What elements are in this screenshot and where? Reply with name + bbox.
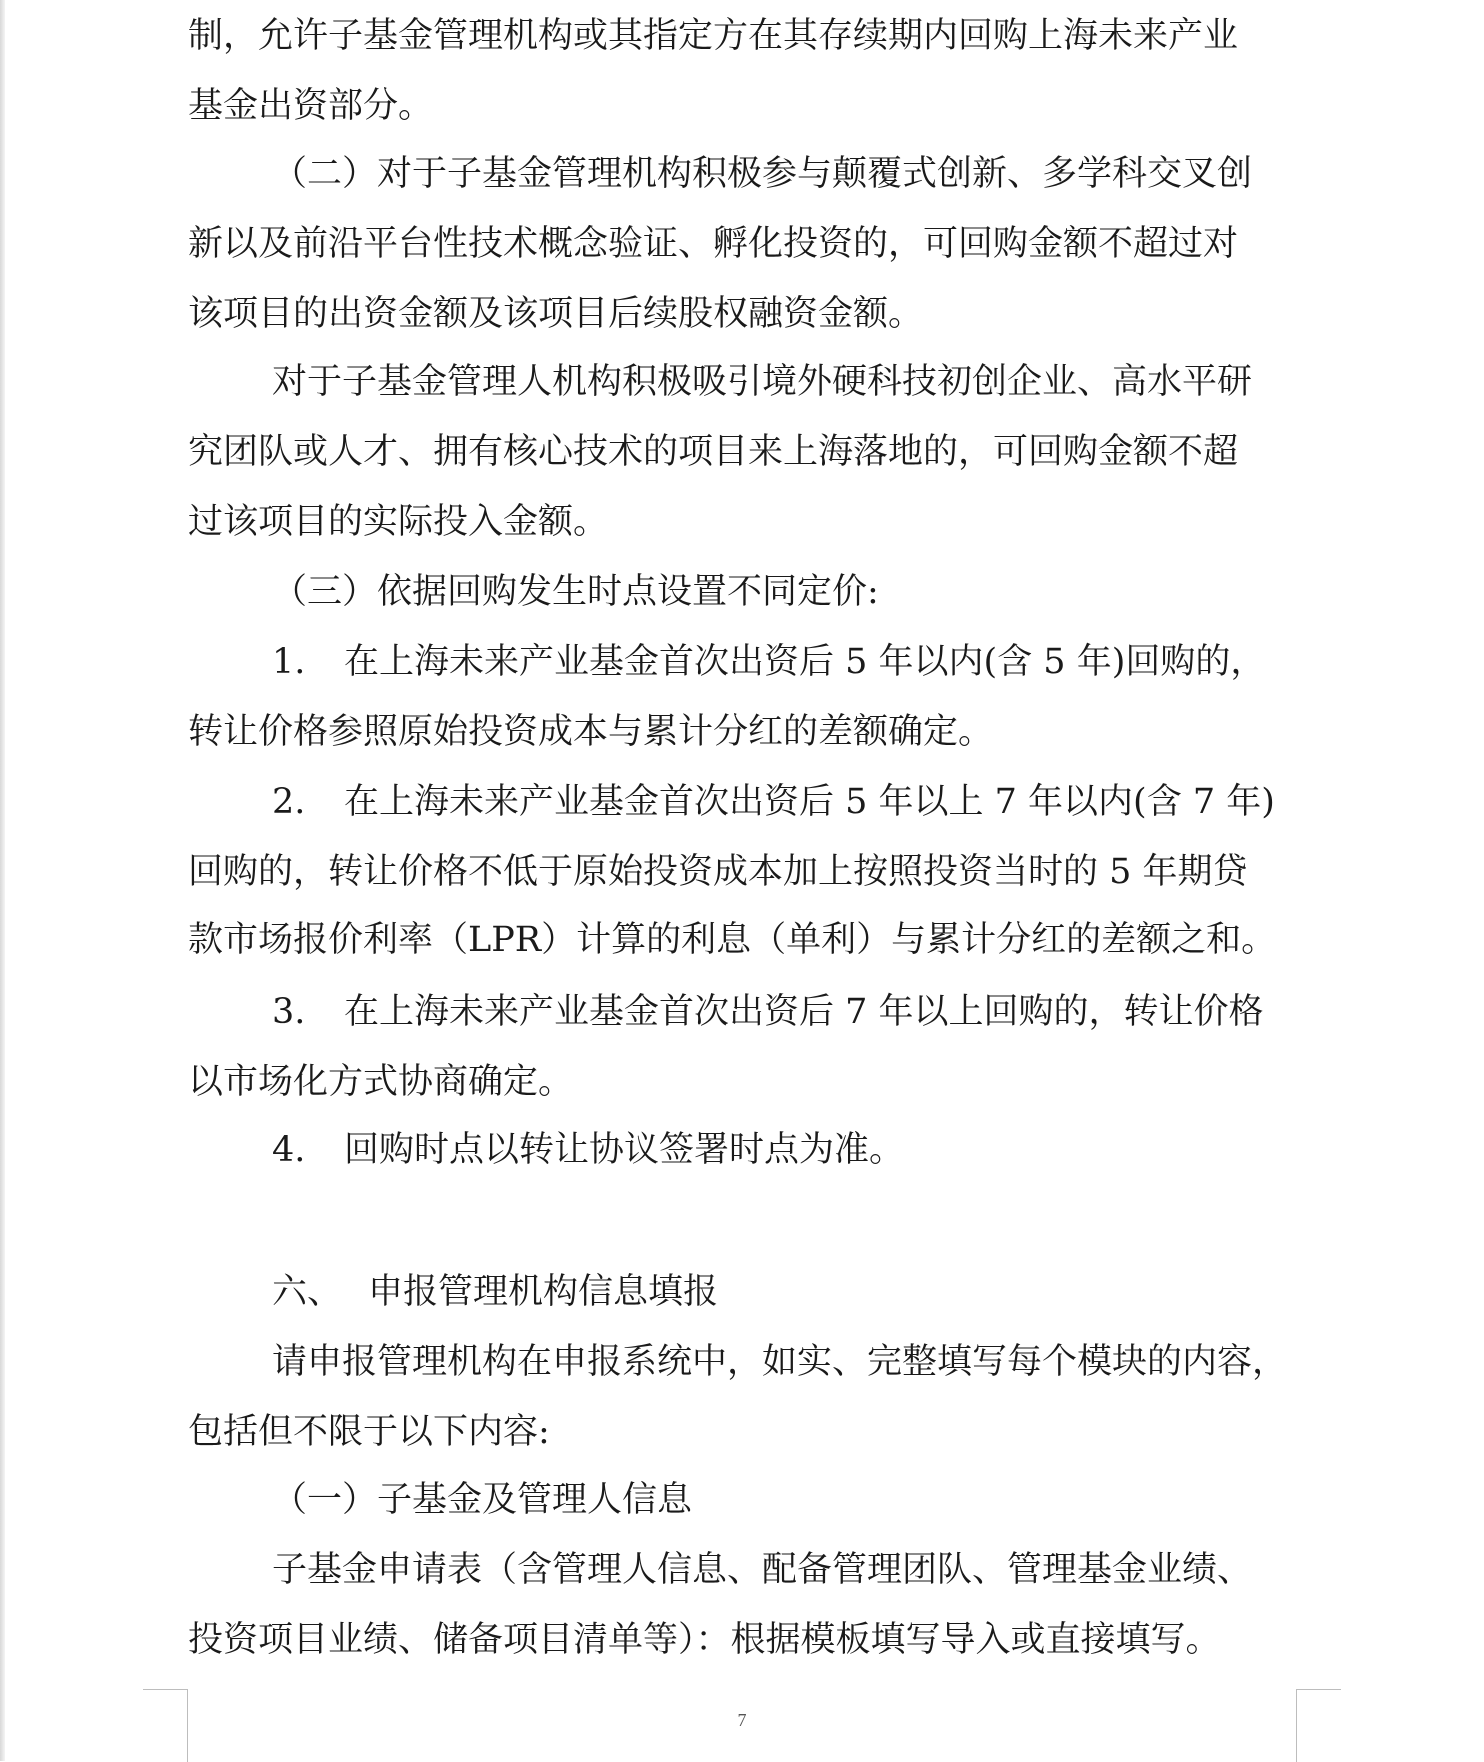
text-line: 款市场报价利率（LPR）计算的利息（单利）与累计分红的差额之和。 bbox=[188, 920, 1277, 960]
text-line: 投资项目业绩、储备项目清单等）：根据模板填写导入或直接填写。 bbox=[188, 1620, 1221, 1660]
page-edge-shadow bbox=[0, 0, 5, 1761]
text-line: 对于子基金管理人机构积极吸引境外硬科技初创企业、高水平研 bbox=[272, 362, 1253, 402]
section-heading bbox=[272, 1270, 718, 1314]
text-line: 在上海未来产业基金首次出资后 7 年以上回购的，转让价格 bbox=[344, 992, 1264, 1032]
list-item bbox=[272, 780, 1275, 824]
section-title: 申报管理机构信息填报 bbox=[368, 1272, 719, 1312]
text-line: 回购时点以转让协议签署时点为准。 bbox=[344, 1130, 905, 1170]
subsection-heading: （一）子基金及管理人信息 bbox=[272, 1480, 693, 1520]
list-item bbox=[272, 1128, 904, 1172]
text-line: （三）依据回购发生时点设置不同定价: bbox=[272, 572, 879, 612]
text-line: 包括但不限于以下内容: bbox=[188, 1412, 550, 1452]
text-line: 请申报管理机构在申报系统中，如实、完整填写每个模块的内容， bbox=[272, 1342, 1288, 1382]
text-line: 该项目的出资金额及该项目后续股权融资金额。 bbox=[188, 294, 924, 334]
list-number: 4. bbox=[272, 1130, 306, 1170]
text-line: 基金出资部分。 bbox=[188, 86, 434, 126]
text-line: 在上海未来产业基金首次出资后 5 年以上 7 年以内(含 7 年) bbox=[344, 782, 1275, 822]
text-line: 以市场化方式协商确定。 bbox=[188, 1062, 574, 1102]
text-line: 转让价格参照原始投资成本与累计分红的差额确定。 bbox=[188, 712, 994, 752]
list-number: 1. bbox=[272, 642, 306, 682]
text-line: 在上海未来产业基金首次出资后 5 年以内(含 5 年)回购的， bbox=[344, 642, 1266, 682]
text-line: 过该项目的实际投入金额。 bbox=[188, 502, 609, 542]
list-number: 2. bbox=[272, 782, 306, 822]
list-number: 3. bbox=[272, 992, 306, 1032]
text-line: 子基金申请表（含管理人信息、配备管理团队、管理基金业绩、 bbox=[272, 1550, 1253, 1590]
page-number: 7 bbox=[737, 1710, 747, 1730]
list-item bbox=[272, 990, 1264, 1034]
text-line: 究团队或人才、拥有核心技术的项目来上海落地的，可回购金额不超 bbox=[188, 432, 1239, 472]
text-line: 回购的，转让价格不低于原始投资成本加上按照投资当时的 5 年期贷 bbox=[188, 852, 1248, 892]
text-line: 新以及前沿平台性技术概念验证、孵化投资的，可回购金额不超过对 bbox=[188, 224, 1239, 264]
text-line: （二）对于子基金管理机构积极参与颠覆式创新、多学科交叉创 bbox=[272, 154, 1253, 194]
text-line: 制，允许子基金管理机构或其指定方在其存续期内回购上海未来产业 bbox=[188, 16, 1239, 56]
section-number: 六、 bbox=[272, 1272, 343, 1312]
list-item bbox=[272, 640, 1265, 684]
